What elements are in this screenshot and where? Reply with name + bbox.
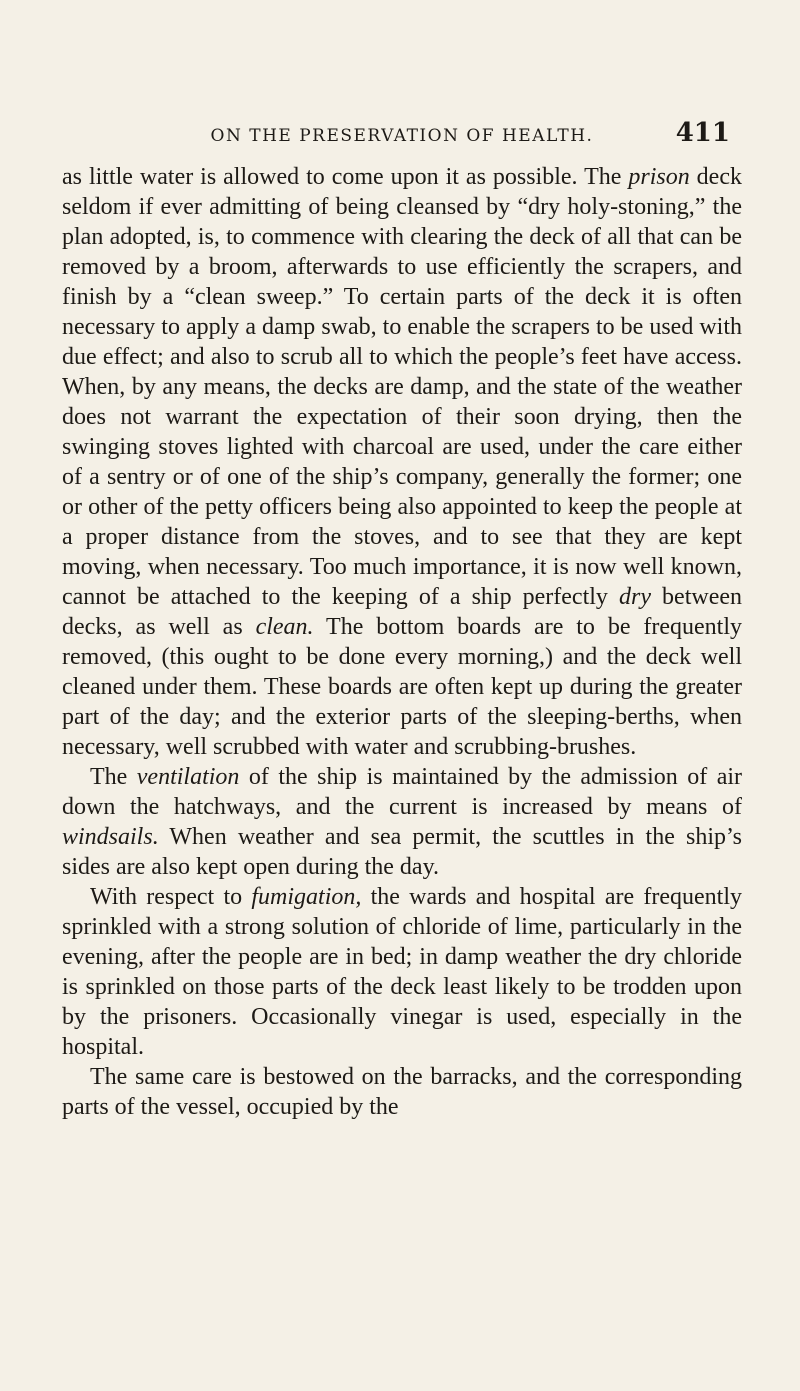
text-run: the wards and hospital are frequently sprinkled with a strong solution of chloride of lime, particularly in the evening, after the people are in bed; in damp weather the dry chloride is sprinkled on those parts of the deck least likely to be trodden upon by the prisoners. Occasionally vinegar is used, especially in the hospital. bbox=[62, 884, 742, 1060]
text-run: between decks, as well as bbox=[62, 584, 742, 640]
text-run: When weather and sea permit, the scuttles in the ship’s sides are also kept open during the day. bbox=[62, 824, 742, 880]
text-run: The same care is bestowed on the barracks, and the corresponding parts of the vessel, occupied by the bbox=[62, 1064, 742, 1120]
text-run: The bbox=[90, 764, 137, 790]
italic-run: windsails. bbox=[62, 824, 159, 850]
italic-run: clean. bbox=[255, 614, 314, 640]
paragraph-4 bbox=[62, 1062, 742, 1122]
text-run: The bottom boards are to be frequently removed, (this ought to be done every morning,) and the deck well cleaned under them. These boards are often kept up during the greater part of the day; and the exterior parts of the sleeping-berths, when necessary, well scrubbed with water and scrubbing-brushes. bbox=[62, 614, 743, 760]
italic-run: dry bbox=[618, 584, 651, 610]
italic-run: fumigation, bbox=[251, 884, 362, 910]
italic-run: prison bbox=[628, 164, 690, 190]
text-run: deck seldom if ever admitting of being cleansed by “dry holy-stoning,” the plan adopted, is, to commence with clearing the deck of all that can be removed by a broom, afterwards to use efficiently the scrapers, and finish by a “clean sweep.” To certain parts of the deck it is often necessary to apply a damp swab, to enable the scrapers to be used with due effect; and also to scrub all to which the people’s feet have access. When, by any means, the decks are damp, and the state of the weather does not warrant the expectation of their soon drying, then the swinging stoves lighted with charcoal are used, under the care either of a sentry or of one of the ship’s company, generally the former; one or other of the petty officers being also appointed to keep the people at a proper distance from the stoves, and to see that they are kept moving, when necessary. Too much importance, it is now well known, cannot be attached to the keeping of a ship perfectly bbox=[62, 164, 742, 610]
text-run: as little water is allowed to come upon it as possible. The bbox=[62, 164, 629, 190]
running-title: ON THE PRESERVATION OF HEALTH. bbox=[210, 126, 594, 146]
paragraph-3 bbox=[62, 882, 742, 1062]
text-run: of the ship is maintained by the admission of air down the hatchways, and the current is increased by means of bbox=[62, 764, 743, 820]
italic-run: ventilation bbox=[136, 764, 240, 790]
text-run: With respect to bbox=[90, 884, 252, 910]
paragraph-2 bbox=[62, 762, 742, 882]
page-number: 411 bbox=[675, 118, 730, 148]
paragraph-1 bbox=[62, 162, 742, 762]
running-head bbox=[62, 118, 742, 152]
